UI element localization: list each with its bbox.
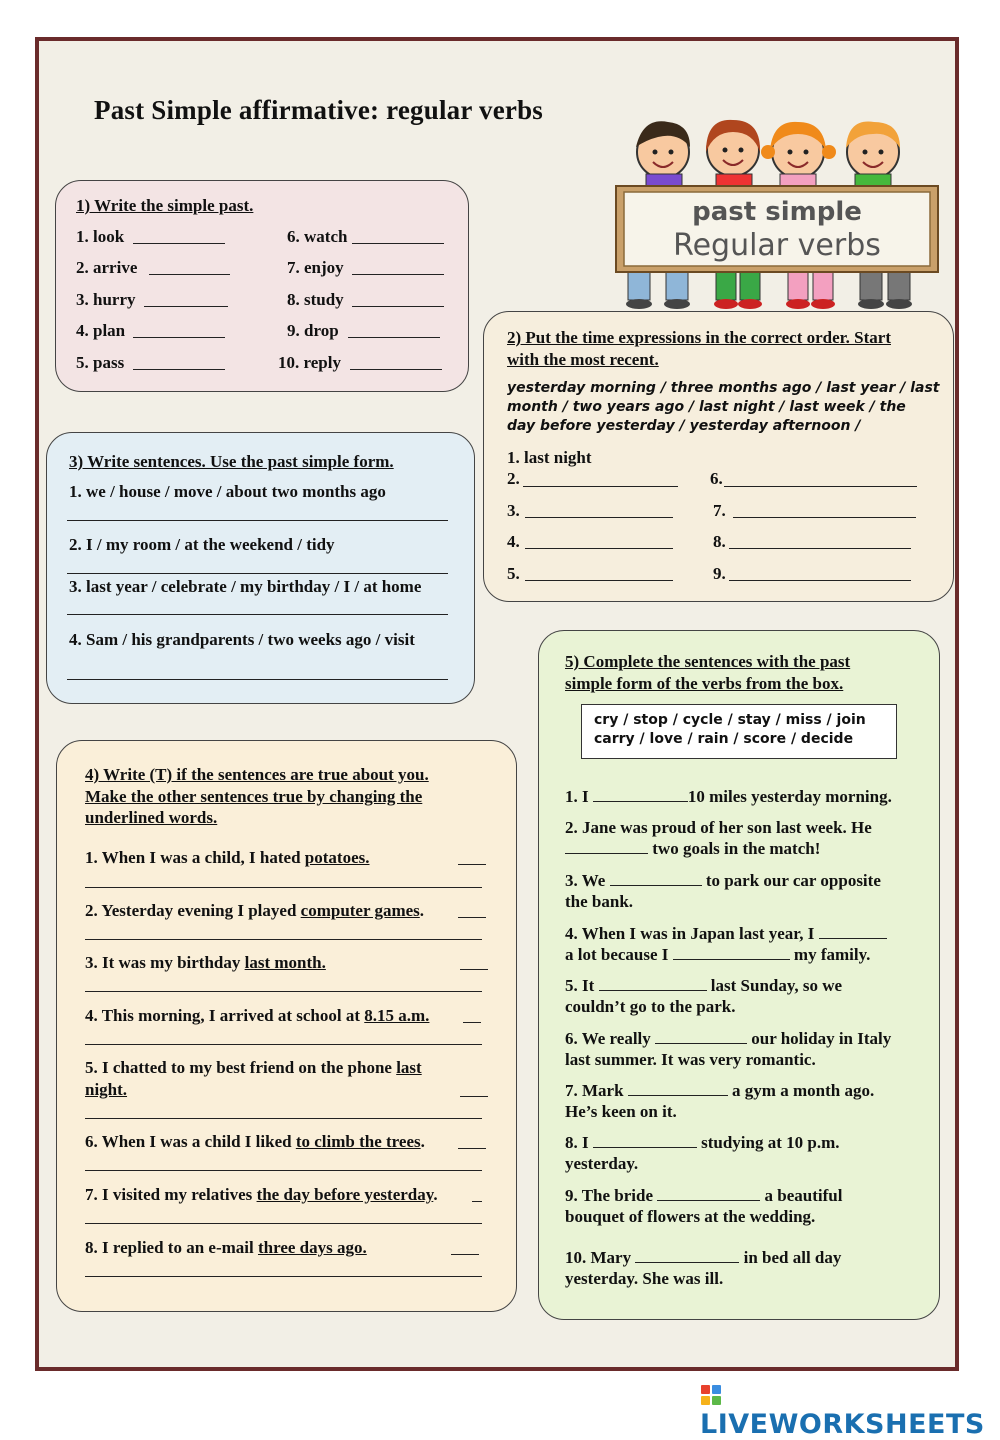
true-mark-blank[interactable] — [472, 1201, 482, 1202]
exercise-3-box — [46, 432, 475, 704]
fill-sentence: a lot because I my family. — [565, 945, 871, 964]
answer-line[interactable] — [67, 520, 448, 521]
fill-sentence: the bank. — [565, 892, 634, 911]
order-item-label: 4. — [507, 532, 520, 551]
answer-blank[interactable] — [525, 580, 673, 581]
verb-box-line1: cry / stop / cycle / stay / miss / join — [594, 712, 866, 728]
fill-blank[interactable] — [628, 1081, 728, 1096]
order-item-label: 5. — [507, 564, 520, 583]
true-false-sentence: 5. I chatted to my best friend on the phone last — [85, 1058, 422, 1077]
exercise-5-heading-line2: simple form of the verbs from the box. — [565, 674, 844, 693]
fill-sentence: last summer. It was very romantic. — [565, 1050, 816, 1069]
exercise-5-heading-line1: 5) Complete the sentences with the past — [565, 652, 851, 671]
fill-blank[interactable] — [593, 787, 688, 802]
fill-blank[interactable] — [819, 924, 887, 939]
true-mark-blank[interactable] — [460, 1096, 488, 1097]
true-mark-blank[interactable] — [458, 1148, 486, 1149]
true-mark-blank[interactable] — [451, 1254, 479, 1255]
exercise-2-heading-line2: with the most recent. — [507, 350, 659, 369]
time-expressions-line3: day before yesterday / yesterday afternoon / — [507, 418, 861, 434]
fill-sentence: 3. We to park our car opposite — [565, 871, 881, 890]
fill-sentence: yesterday. She was ill. — [565, 1269, 724, 1288]
verb-item: 9. drop — [287, 321, 339, 340]
verb-item: 6. watch — [287, 227, 348, 246]
answer-blank[interactable] — [133, 243, 225, 244]
exercise-4-heading-line1: 4) Write (T) if the sentences are true about you. — [85, 765, 429, 784]
exercise-1-heading: 1) Write the simple past. — [76, 196, 254, 215]
fill-sentence: 4. When I was in Japan last year, I — [565, 924, 887, 944]
fill-blank[interactable] — [565, 839, 648, 854]
time-expressions-line2: month / two years ago / last night / last week / the — [507, 399, 906, 415]
liveworksheets-logo — [700, 1378, 1000, 1440]
order-item-label: 3. — [507, 501, 520, 520]
time-expressions-line1: yesterday morning / three months ago / last year / last — [507, 380, 940, 396]
order-item-label: 8. — [713, 532, 726, 551]
logo-text: LIVEWORKSHEETS — [700, 1409, 985, 1440]
fill-blank[interactable] — [610, 871, 702, 886]
exercise-4-heading-line3: underlined words. — [85, 808, 218, 827]
answer-line[interactable] — [85, 1044, 482, 1045]
order-item-label: 6. — [710, 469, 723, 488]
answer-line[interactable] — [85, 1170, 482, 1171]
verb-item: 5. pass — [76, 353, 125, 372]
fill-sentence: two goals in the match! — [565, 839, 820, 859]
verb-item: 7. enjoy — [287, 258, 344, 277]
true-false-sentence: 1. When I was a child, I hated potatoes. — [85, 848, 370, 867]
sentence-prompt: 3. last year / celebrate / my birthday / I / at home — [69, 577, 422, 596]
answer-blank[interactable] — [133, 337, 225, 338]
sign-subtitle: Regular verbs — [673, 228, 881, 263]
exercise-3-heading: 3) Write sentences. Use the past simple form. — [69, 452, 394, 471]
answer-blank[interactable] — [133, 369, 225, 370]
fill-sentence: 6. We really our holiday in Italy — [565, 1029, 892, 1048]
fill-blank[interactable] — [655, 1029, 747, 1044]
exercise-4-heading-line2: Make the other sentences true by changing the — [85, 787, 423, 806]
order-item-first: 1. last night — [507, 448, 592, 467]
order-item-label: 9. — [713, 564, 726, 583]
answer-line[interactable] — [67, 614, 448, 615]
answer-line[interactable] — [85, 1276, 482, 1277]
answer-blank[interactable] — [144, 306, 228, 307]
true-mark-blank[interactable] — [463, 1022, 481, 1023]
sentence-prompt: 4. Sam / his grandparents / two weeks ago / visit — [69, 630, 415, 649]
exercise-2-heading-line1: 2) Put the time expressions in the correct order. Start — [507, 328, 891, 347]
true-false-sentence: 8. I replied to an e-mail three days ago. — [85, 1238, 367, 1257]
true-mark-blank[interactable] — [458, 864, 486, 865]
fill-sentence: 8. I studying at 10 p.m. — [565, 1133, 840, 1152]
fill-blank[interactable] — [673, 945, 790, 960]
answer-line[interactable] — [85, 991, 482, 992]
true-false-sentence: 2. Yesterday evening I played computer games. — [85, 901, 425, 920]
fill-sentence: 7. Mark a gym a month ago. — [565, 1081, 875, 1100]
answer-blank[interactable] — [733, 517, 916, 518]
answer-blank[interactable] — [729, 580, 911, 581]
fill-sentence: 10. Mary in bed all day — [565, 1248, 842, 1267]
order-item-label: 2. — [507, 469, 520, 488]
answer-line[interactable] — [67, 573, 448, 574]
true-mark-blank[interactable] — [458, 917, 486, 918]
fill-sentence: He’s keen on it. — [565, 1102, 677, 1121]
answer-line[interactable] — [85, 939, 482, 940]
logo-grid-icon — [700, 1384, 724, 1406]
answer-blank[interactable] — [525, 548, 673, 549]
answer-blank[interactable] — [729, 548, 911, 549]
true-mark-blank[interactable] — [460, 969, 488, 970]
fill-sentence: 2. Jane was proud of her son last week. He — [565, 818, 872, 837]
true-false-sentence: 4. This morning, I arrived at school at 8.15 a.m. — [85, 1006, 430, 1025]
verb-item: 10. reply — [278, 353, 341, 372]
answer-blank[interactable] — [525, 517, 673, 518]
answer-blank[interactable] — [149, 274, 230, 275]
verb-item: 4. plan — [76, 321, 126, 340]
fill-blank[interactable] — [657, 1186, 760, 1201]
answer-blank[interactable] — [352, 306, 444, 307]
answer-blank[interactable] — [350, 369, 442, 370]
answer-line[interactable] — [67, 679, 448, 680]
answer-blank[interactable] — [523, 486, 678, 487]
page-title: Past Simple affirmative: regular verbs — [94, 95, 544, 125]
answer-line[interactable] — [85, 1118, 482, 1119]
true-false-sentence: 6. When I was a child I liked to climb the trees. — [85, 1132, 425, 1151]
verb-word-box — [581, 704, 897, 759]
fill-sentence: couldn’t go to the park. — [565, 997, 736, 1016]
fill-blank[interactable] — [593, 1133, 697, 1148]
answer-blank[interactable] — [724, 486, 917, 487]
fill-blank[interactable] — [599, 976, 707, 991]
fill-sentence: 9. The bride a beautiful — [565, 1186, 843, 1205]
sign-title: past simple — [692, 197, 862, 227]
true-false-sentence: 3. It was my birthday last month. — [85, 953, 326, 972]
kids-sign-illustration — [608, 112, 948, 310]
fill-sentence: 1. I 10 miles yesterday morning. — [565, 787, 892, 806]
fill-blank[interactable] — [635, 1248, 739, 1263]
verb-item: 2. arrive — [76, 258, 138, 277]
answer-blank[interactable] — [352, 243, 444, 244]
verb-item: 3. hurry — [76, 290, 136, 309]
answer-blank[interactable] — [348, 337, 440, 338]
fill-sentence: 5. It last Sunday, so we — [565, 976, 843, 995]
sentence-prompt: 1. we / house / move / about two months ago — [69, 482, 386, 501]
verb-item: 1. look — [76, 227, 125, 246]
true-false-sentence: 7. I visited my relatives the day before yesterday. — [85, 1185, 438, 1204]
answer-line[interactable] — [85, 1223, 482, 1224]
fill-sentence: bouquet of flowers at the wedding. — [565, 1207, 816, 1226]
answer-blank[interactable] — [352, 274, 444, 275]
order-item-label: 7. — [713, 501, 726, 520]
fill-sentence: yesterday. — [565, 1154, 639, 1173]
verb-item: 8. study — [287, 290, 344, 309]
true-false-sentence-continued: night. — [85, 1080, 128, 1099]
sentence-prompt: 2. I / my room / at the weekend / tidy — [69, 535, 335, 554]
verb-box-line2: carry / love / rain / score / decide — [594, 731, 854, 747]
answer-line[interactable] — [85, 887, 482, 888]
